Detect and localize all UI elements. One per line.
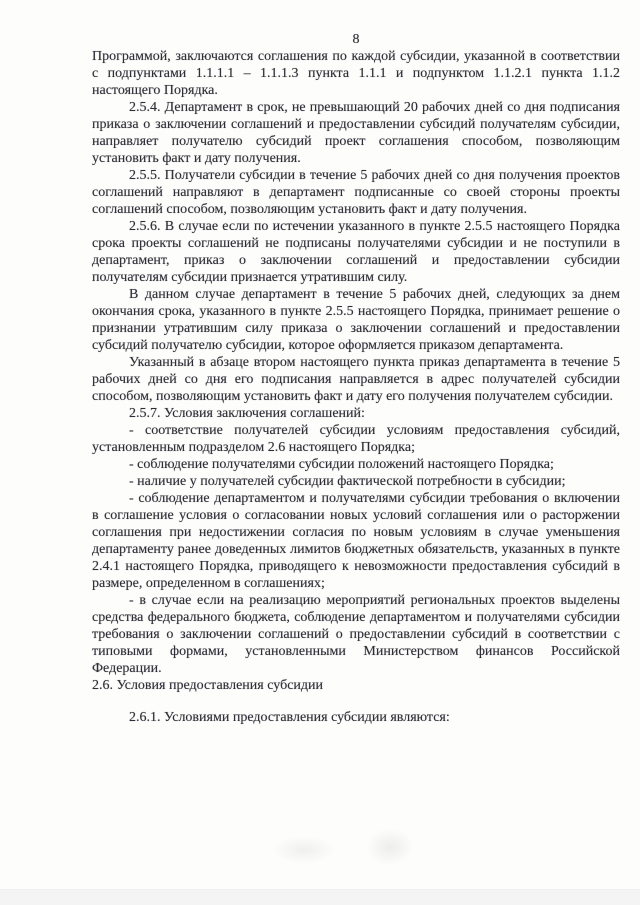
paragraph-2-5-4: 2.5.4. Департамент в срок, не превышающий 20 рабочих дней со дня подписания приказа о заключении соглашений и предоставлении субсидий получателям субсидии, направляет получателю субсидий проект соглашения способом, позволяющим установить факт и дату получения.	[92, 100, 620, 166]
paragraph-2-5-7: 2.5.7. Условия заключения соглашений:	[129, 406, 365, 421]
section-heading-2-6: 2.6. Условия предоставления субсидии	[92, 678, 324, 693]
page-bottom-edge	[0, 889, 640, 905]
scan-smudge	[366, 828, 414, 866]
list-item-condition-3: - наличие у получателей субсидии фактической потребности в субсидии;	[129, 474, 566, 489]
paragraph-2-6-1: 2.6.1. Условиями предоставления субсидии являются:	[129, 710, 450, 725]
list-item-condition-4: - соблюдение департаментом и получателями субсидии требования о включении в соглашение условия о согласовании новых условий соглашения или о расторжении соглашения при недостижении согласия по новым условиям в случае уменьшения департаменту ранее доведенных лимитов бюджетных обязательств, указанных в пункте 2.4.1 настоящего Порядка, приводящего к невозможности предоставления субсидий в размере, определенном в соглашениях;	[92, 491, 620, 591]
paragraph-2-5-6: 2.5.6. В случае если по истечении указанного в пункте 2.5.5 настоящего Порядка срока проекты соглашений не подписаны получателями субсидии и не поступили в департамент, приказ о заключении соглашений и предоставлении субсидии получателям субсидии признается утратившим силу.	[92, 219, 620, 285]
text-block	[92, 31, 620, 726]
paragraph-2-5-6-abz2: В данном случае департамент в течение 5 рабочих дней, следующих за днем окончания срока, указанного в пункте 2.5.5 настоящего Порядка, принимает решение о признании утратившим силу приказа о заключении соглашений и предоставлении субсидий получателю субсидии, которое оформляется приказом департамента.	[92, 287, 620, 353]
list-item-condition-1: - соответствие получателей субсидии условиям предоставления субсидий, установленным подразделом 2.6 настоящего Порядка;	[92, 423, 620, 455]
paragraph-2-5-5: 2.5.5. Получатели субсидии в течение 5 рабочих дней со дня получения проектов соглашений направляют в департамент подписанные со своей стороны проекты соглашений способом, позволяющим установить факт и дату получения.	[92, 168, 620, 217]
list-item-condition-2: - соблюдение получателями субсидии положений настоящего Порядка;	[129, 457, 554, 472]
list-item-condition-5: - в случае если на реализацию мероприятий региональных проектов выделены средства федерального бюджета, соблюдение департаментом и получателями субсидии требования о заключении соглашений о предоставлении субсидий в соответствии с типовыми формами, установленными Министерством финансов Российской Федерации.	[92, 593, 620, 676]
paragraph-continuation: Программой, заключаются соглашения по каждой субсидии, указанной в соответствии с подпунктами 1.1.1.1 – 1.1.1.3 пункта 1.1.1 и подпунктом 1.1.2.1 пункта 1.1.2 настоящего Порядка.	[92, 49, 620, 98]
scan-smudge	[272, 836, 336, 864]
page-number: 8	[352, 32, 360, 47]
paragraph-2-5-6-abz3: Указанный в абзаце втором настоящего пункта приказ департамента в течение 5 рабочих дней со дня его подписания направляется в адрес получателей субсидии способом, позволяющим установить факт и дату его получения получателем субсидии.	[92, 355, 620, 404]
